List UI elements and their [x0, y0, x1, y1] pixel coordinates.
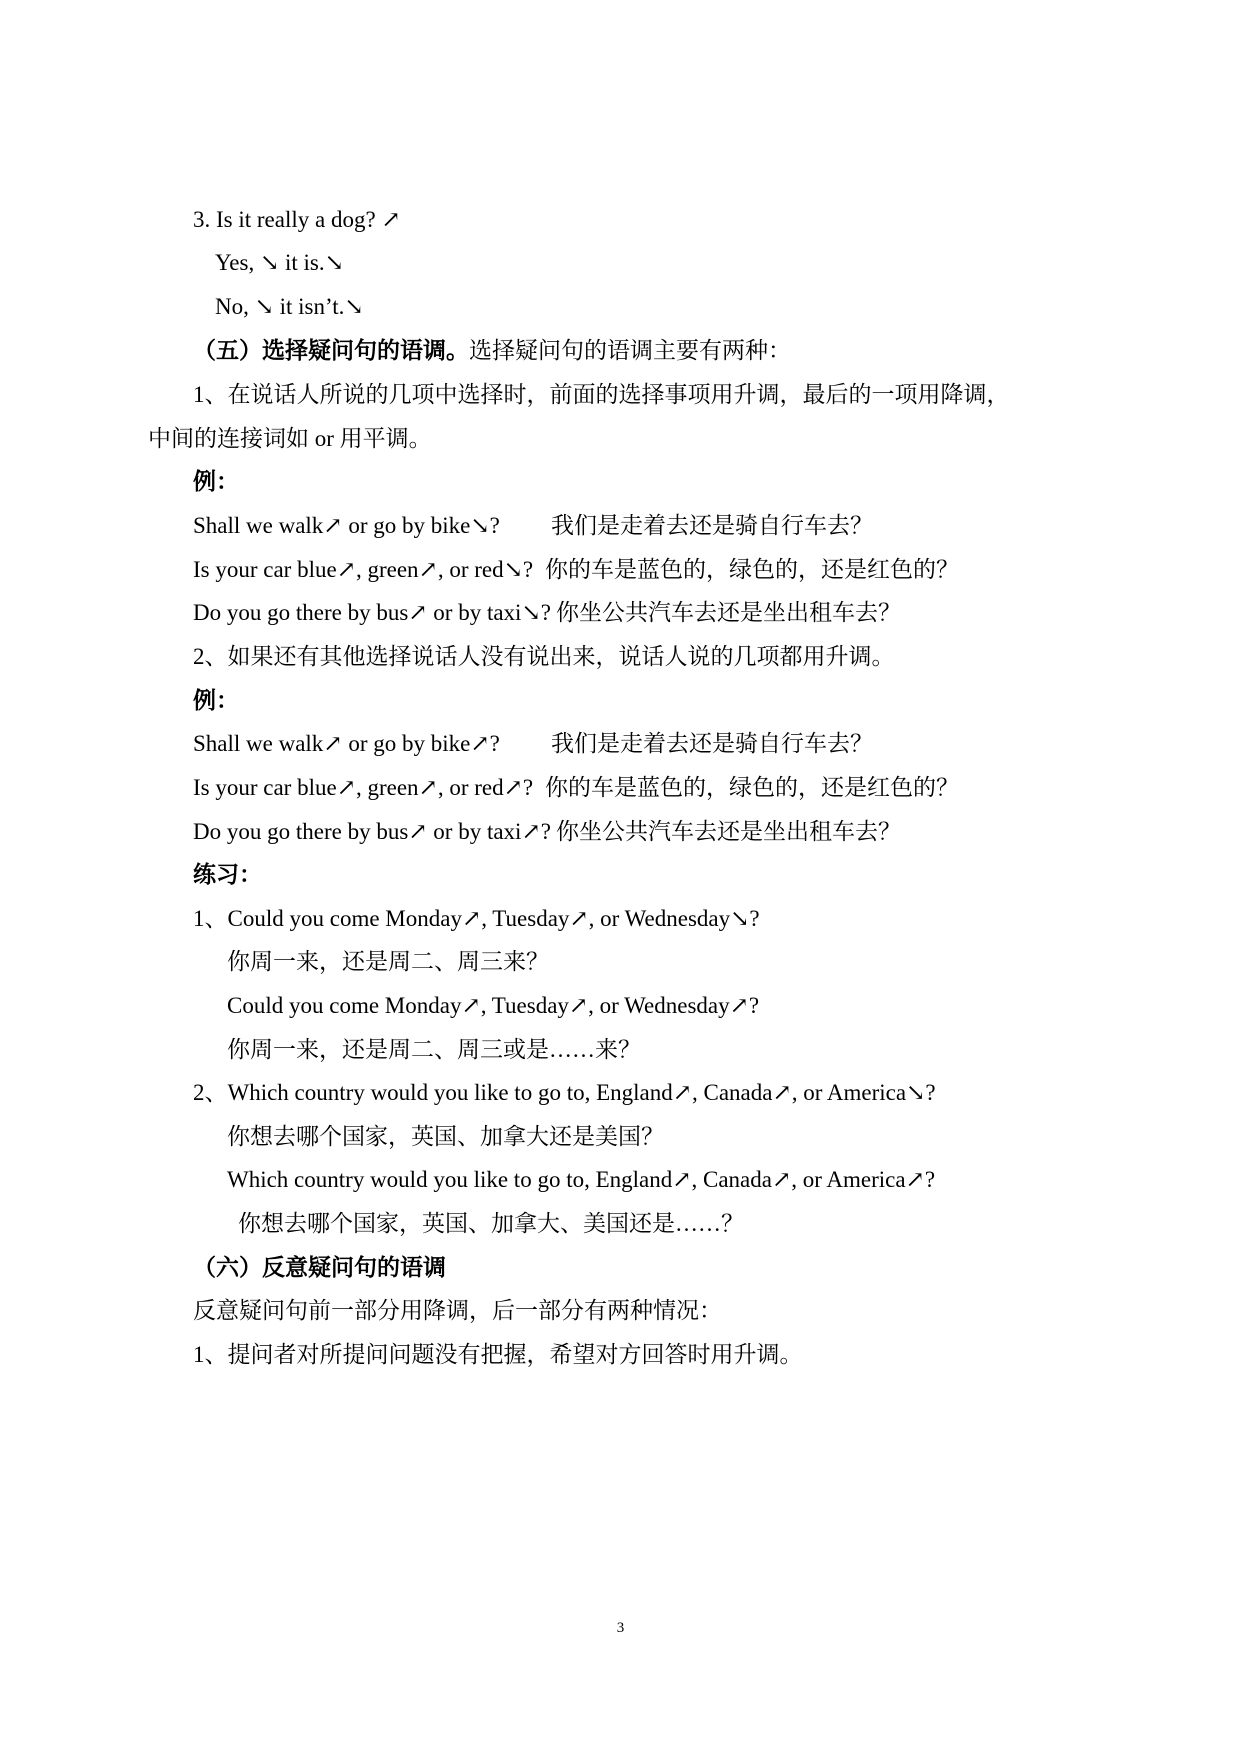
practice-translation: 你想去哪个国家，英国、加拿大、美国还是……？: [238, 1211, 744, 1236]
question-3: 3. Is it really a dog? ↗: [193, 207, 401, 232]
section-6-intro: 反意疑问句前一部分用降调，后一部分有两种情况：: [193, 1298, 722, 1323]
practice-item: 2、Which country would you like to go to, England↗, Canada↗, or America↘?: [193, 1080, 936, 1105]
example-english: Do you go there by bus↗ or by taxi↘?: [193, 600, 551, 625]
answer-yes: Yes, ↘ it is.↘: [215, 250, 344, 275]
example-english: Is your car blue↗, green↗, or red↗?: [193, 775, 534, 800]
example-english: Is your car blue↗, green↗, or red↘?: [193, 557, 534, 582]
example-english: Do you go there by bus↗ or by taxi↗?: [193, 819, 551, 844]
section-6-rule-1: 1、提问者对所提问问题没有把握，希望对方回答时用升调。: [193, 1342, 803, 1367]
example-chinese: 你的车是蓝色的，绿色的，还是红色的？: [545, 775, 959, 800]
example-english: Shall we walk↗ or go by bike↘?: [193, 513, 500, 538]
practice-item: Which country would you like to go to, England↗, Canada↗, or America↗?: [227, 1167, 936, 1192]
example-label: 例：: [193, 469, 239, 494]
example-chinese: 你坐公共汽车去还是坐出租车去？: [556, 819, 901, 844]
example-chinese: 你的车是蓝色的，绿色的，还是红色的？: [545, 557, 959, 582]
example-chinese: 我们是走着去还是骑自行车去？: [551, 513, 873, 538]
rule-1-line-1: 1、在说话人所说的几项中选择时，前面的选择事项用升调，最后的一项用降调，: [193, 382, 1010, 407]
example-chinese: 你坐公共汽车去还是坐出租车去？: [556, 600, 901, 625]
example-chinese: 我们是走着去还是骑自行车去？: [551, 731, 873, 756]
practice-item: 1、Could you come Monday↗, Tuesday↗, or Wednesday↘?: [193, 906, 760, 931]
section-6-heading: （六）反意疑问句的语调: [193, 1255, 446, 1280]
practice-translation: 你周一来，还是周二、周三来？: [227, 949, 549, 974]
rule-1-line-2: 中间的连接词如 or 用平调。: [148, 426, 432, 451]
practice-translation: 你周一来，还是周二、周三或是……来？: [227, 1037, 641, 1062]
practice-item: Could you come Monday↗, Tuesday↗, or Wednesday↗?: [227, 993, 760, 1018]
section-5-heading: [193, 336, 791, 366]
page-number: 3: [616, 1620, 625, 1636]
example-label: 例：: [193, 688, 239, 713]
section-5-heading-bold: （五）选择疑问句的语调。: [193, 338, 469, 363]
example-english: Shall we walk↗ or go by bike↗?: [193, 731, 500, 756]
practice-label: 练习：: [193, 862, 262, 887]
section-5-heading-rest: 选择疑问句的语调主要有两种：: [469, 338, 791, 363]
rule-2: 2、如果还有其他选择说话人没有说出来，说话人说的几项都用升调。: [193, 644, 895, 669]
answer-no: No, ↘ it isn’t.↘: [215, 294, 364, 319]
practice-translation: 你想去哪个国家，英国、加拿大还是美国？: [227, 1124, 664, 1149]
